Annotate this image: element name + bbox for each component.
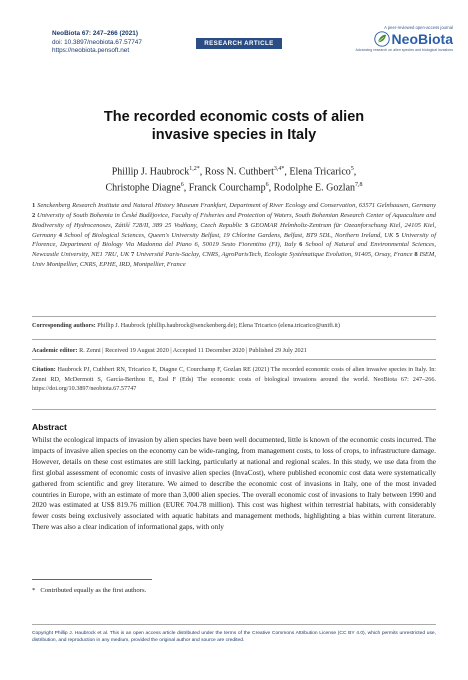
divider — [32, 624, 436, 625]
title-line: invasive species in Italy — [151, 127, 317, 143]
journal-logo-block — [335, 25, 453, 52]
divider — [32, 409, 436, 410]
journal-name: NeoBiota — [391, 31, 453, 47]
divider — [32, 316, 436, 317]
copyright-notice: Copyright Phillip J. Haubrock et al. This is an open access article distributed under the terms of the Creative Commons Attribution License (CC BY 4.0), which permits unrestricted use, distribution, and reproduction in any medium, provided the original author and source are credited. — [32, 631, 436, 644]
footnote-divider — [32, 579, 152, 580]
corresponding-authors — [32, 322, 436, 329]
journal-issue: NeoBiota 67: 247–266 (2021) — [52, 30, 138, 37]
corresponding-label: Corresponding authors: — [32, 322, 96, 329]
citation-label: Citation: — [32, 366, 56, 373]
authors-line: Christophe Diagne$^6$, Franck Courchamp$^6$, Rodolphe E. Gozlan$^{7,8}$ — [105, 181, 363, 194]
footnote: * Contributed equally as the first authors. — [32, 587, 147, 594]
divider — [32, 359, 436, 360]
divider — [32, 339, 436, 340]
journal-tagline: A peer-reviewed open-access journal — [384, 25, 453, 30]
corresponding-text[interactable]: Phillip J. Haubrock (phillip.haubrock@senckenberg.de); Elena Tricarico (elena.tricarico@unifi.it) — [97, 322, 340, 329]
citation — [32, 365, 436, 394]
journal-motto: Advancing research on alien species and biological invasions — [355, 48, 453, 52]
article-type-badge: RESEARCH ARTICLE — [196, 38, 282, 49]
leaf-logo-icon — [374, 31, 390, 47]
editor-label: Academic editor: — [32, 347, 78, 354]
citation-text[interactable]: Haubrock PJ, Cuthbert RN, Tricarico E, Diagne C, Courchamp F, Gozlan RE (2021) The recorded economic costs of alien invasive species in Italy. In: Zenni RD, McDermott S, García-Berthou E, Essl F (Eds) The economic costs of biological invasions around the world. NeoBiota 67: 247–266. https://doi.org/10.3897/neobiota.67.57747 — [32, 366, 437, 393]
authors-line: Phillip J. Haubrock$^{1,2*}$, Ross N. Cuthbert$^{3,4*}$, Elena Tricarico$^5$, — [111, 166, 357, 178]
abstract-text: Whilst the ecological impacts of invasion by alien species have been well documented, little is known of the economic costs incurred. The impacts of invasive alien species on the economy can be wide-ranging, from management costs, to loss of crops, to infrastructure damage. However, details on these cost estimates are still lacking, particularly at national and regional scales. In this study, we use data from the first global assessment of economic costs of invasive alien species (InvaCost), where published economic cost data were systematically gathered from scientific and grey literature. We aimed to describe the economic cost of invasions in Italy, one of the most invaded countries in Europe, with an estimate of more than 3,000 alien species. The overall economic cost of invasions to Italy between 1990 and 2020 was estimated at US$ 819.76 million (EUR€ 704.78 million). This cost was highest within terrestrial habitats, with considerably fewer costs being exclusively associated with aquatic habitats and management methods, highlighting a bias within current literature. There was also a clear indication of informational gaps, with only — [32, 435, 436, 532]
abstract-heading: Abstract — [32, 422, 67, 432]
journal-logo[interactable] — [335, 31, 453, 47]
journal-url[interactable]: https://neobiota.pensoft.net — [52, 47, 130, 55]
author-list — [40, 163, 428, 194]
dates-text: R. Zenni | Received 19 August 2020 | Accepted 11 December 2020 | Published 29 July 2021 — [79, 347, 307, 354]
editor-and-dates — [32, 347, 436, 354]
journal-info — [52, 30, 142, 56]
title-line: The recorded economic costs of alien — [103, 109, 365, 125]
article-title — [40, 108, 428, 144]
doi-link[interactable]: doi: 10.3897/neobiota.67.57747 — [52, 38, 142, 46]
affiliations: 1 Senckenberg Research Institute and Natural History Museum Frankfurt, Department of River Ecology and Conservation, 63571 Gelnhausen, Germany 2 University of South Bohemia in České Budějovice, Faculty of Fisheries and Protection of Waters, South Bohemian Research Center of Aquaculture and Biodiversity of Hydrocenoses, Zátiší 728/II, 389 25 Vodňany, Czech Republic 3 GEOMAR Helmholtz-Zentrum für Ozeanforschung Kiel, 24105 Kiel, Germany 4 School of Biological Sciences, Queen's University Belfast, 19 Chlorine Gardens, Belfast, BT9 5DL, Northern Ireland, UK 5 University of Florence, Department of Biology Via Madonna del Piano 6, 50019 Sesto Fiorentino (FI), Italy 6 School of Natural and Environmental Sciences, Newcastle University, NE1 7RU, UK 7 Université Paris-Saclay, CNRS, AgroParisTech, Ecologie Systématique Evolution, 91405, Orsay, France 8 ISEM, Univ Montpellier, CNRS, EPHE, IRD, Montpellier, France — [32, 202, 437, 269]
